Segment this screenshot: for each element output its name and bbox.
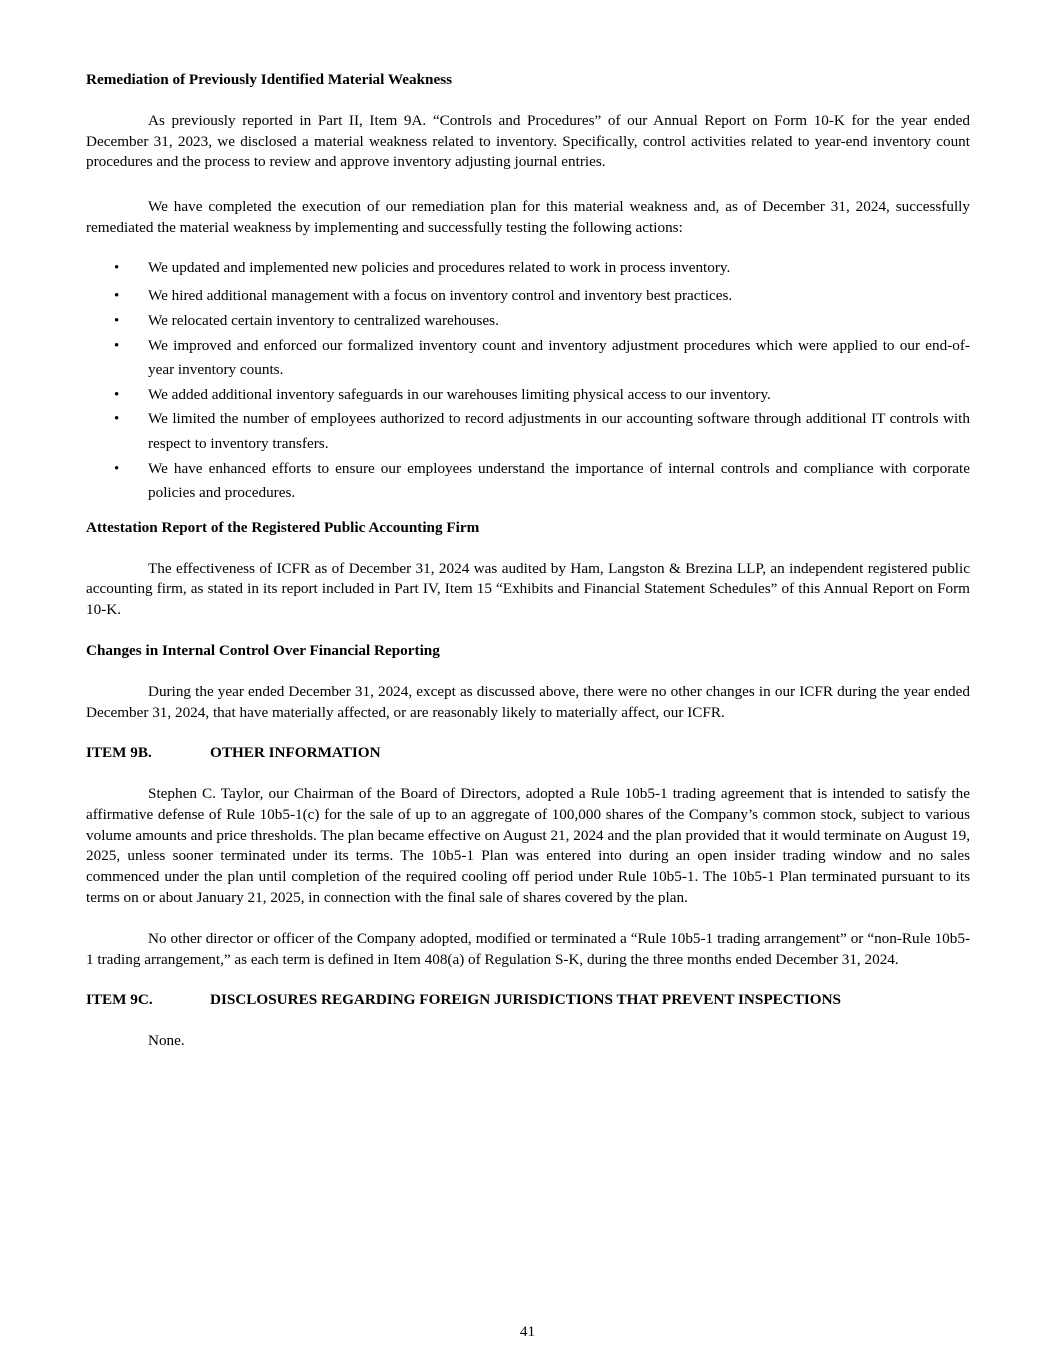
item-9c-heading [86,990,970,1011]
list-item: • We have enhanced efforts to ensure our employees understand the importance of internal controls and compliance with corporate policies and procedures. [86,457,970,506]
list-item: • We improved and enforced our formalized inventory count and inventory adjustment procedures which were applied to our end-of-year inventory counts. [86,334,970,383]
bullet-icon: • [114,312,120,329]
item-9c-paragraph: None. [148,1032,185,1050]
list-item: • We added additional inventory safeguards in our warehouses limiting physical access to our inventory. [86,383,970,408]
remediation-heading: Remediation of Previously Identified Material Weakness [86,71,453,88]
remediation-actions-list [86,256,970,506]
list-item: • We relocated certain inventory to centralized warehouses. [86,309,970,334]
item-9c-title: DISCLOSURES REGARDING FOREIGN JURISDICTIONS THAT PREVENT INSPECTIONS [210,991,841,1009]
list-item: • We limited the number of employees authorized to record adjustments in our accounting software through additional IT controls with respect to inventory transfers. [86,407,970,456]
changes-paragraph: During the year ended December 31, 2024, except as discussed above, there were no other changes in our ICFR during the year ended December 31, 2024, that have materially affected, or are reasonably likely to materially affect, our ICFR. [86,682,970,721]
page-number: 41 [519,1323,536,1340]
bullet-icon: • [114,386,120,403]
bullet-icon: • [114,460,120,477]
changes-heading: Changes in Internal Control Over Financial Reporting [86,641,440,659]
bullet-icon: • [114,411,120,428]
attestation-paragraph: The effectiveness of ICFR as of December 31, 2024 was audited by Ham, Langston & Brezina LLP, an independent registered public accounting firm, as stated in its report included in Part IV, Item 15 “Exhibits and Financial Statement Schedules” of this Annual Report on Form 10-K. [86,559,970,619]
remediation-paragraph-1: As previously reported in Part II, Item 9A. “Controls and Procedures” of our Annual Report on Form 10-K for the year ended December 31, 2023, we disclosed a material weakness related to inventory. Specifically, control activities related to year-end inventory count procedures and the process to review and approve inventory adjusting journal entries. [86,111,970,171]
item-9b-heading [86,743,970,764]
item-9c-number: ITEM 9C. [86,991,153,1009]
bullet-icon: • [114,288,120,305]
bullet-icon: • [114,337,120,354]
document-page [86,70,970,1052]
list-item: • We updated and implemented new policies and procedures related to work in process inventory. [86,256,970,281]
item-9b-title: OTHER INFORMATION [210,744,381,762]
remediation-paragraph-2: We have completed the execution of our remediation plan for this material weakness and, as of December 31, 2024, successfully remediated the material weakness by implementing and successfully testing the following actions: [86,198,970,236]
item-9b-paragraph-1: Stephen C. Taylor, our Chairman of the Board of Directors, adopted a Rule 10b5-1 trading agreement that is intended to satisfy the affirmative defense of Rule 10b5-1(c) for the sale of up to an aggregate of 100,000 shares of the Company’s common stock, subject to various volume amounts and price thresholds. The plan became effective on August 21, 2024 and the plan provided that it would terminate on August 19, 2025, unless sooner terminated under its terms. The 10b5-1 Plan was entered into during an open insider trading window and no sales commenced under the plan until completion of the required cooling off period under Rule 10b5-1. The 10b5-1 Plan terminated pursuant to its terms on or about January 21, 2025, in connection with the final sale of shares covered by the plan. [86,785,970,907]
list-item: • We hired additional management with a focus on inventory control and inventory best practices. [86,284,970,309]
attestation-heading: Attestation Report of the Registered Public Accounting Firm [86,518,480,536]
item-9b-paragraph-2: No other director or officer of the Company adopted, modified or terminated a “Rule 10b5-1 trading arrangement” or “non-Rule 10b5-1 trading arrangement,” as each term is defined in Item 408(a) of Regulation S-K, during the three months ended December 31, 2024. [86,929,970,968]
item-9b-number: ITEM 9B. [86,744,152,762]
bullet-icon: • [114,259,120,276]
